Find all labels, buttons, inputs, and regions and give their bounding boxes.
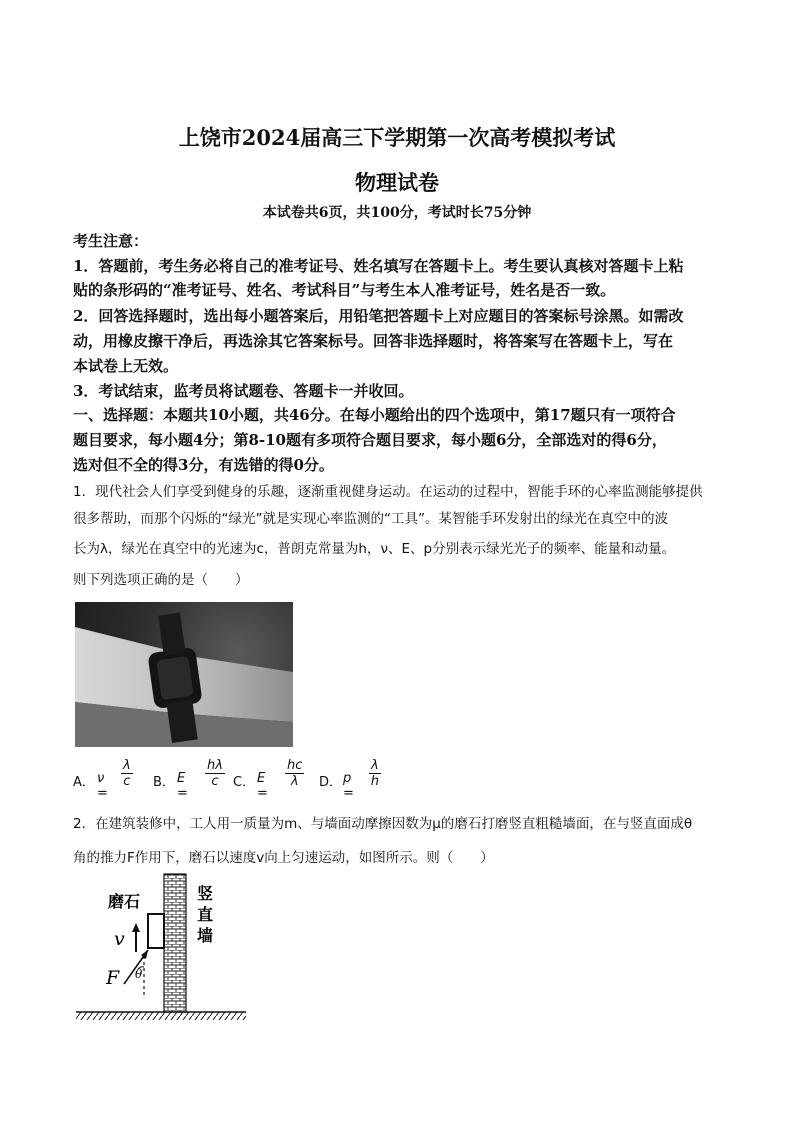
theta-label: θ	[135, 967, 143, 981]
notice-line: 贴的条形码的“准考证号、姓名、考试科目”与考生本人准考证号，姓名是否一致。	[73, 281, 616, 299]
f-label: F	[106, 967, 120, 989]
section-line: 一、选择题：本题共10小题，共46分。在每小题给出的四个选项中，第17题只有一项符合	[73, 406, 676, 424]
q1-line: 则下列选项正确的是（ ）	[73, 572, 249, 588]
v-label: v	[114, 928, 125, 950]
q1-line: 长为λ，绿光在真空中的光速为c，普朗克常量为h，ν、E、p分别表示绿光光子的频率、能量和动量。	[73, 541, 676, 557]
subject-title: 物理试卷	[355, 170, 439, 195]
section-line: 题目要求，每小题4分；第8-10题有多项符合题目要求，每小题6分，全部选对的得6分，	[73, 431, 667, 449]
exam-info: 本试卷共6页，共100分，考试时长75分钟	[262, 205, 532, 221]
q1-line: 1．现代社会人们享受到健身的乐趣，逐渐重视健身运动。在运动的过程中，智能手环的心率监测能够提供	[73, 484, 703, 500]
q2-line: 2．在建筑装修中，工人用一质量为m、与墙面动摩擦因数为μ的磨石打磨竖直粗糙墙面，在与竖直面成θ	[73, 816, 693, 832]
q1-line: 很多帮助，而那个闪烁的“绿光”就是实现心率监测的“工具”。某智能手环发射出的绿光在真空中的波	[73, 511, 668, 527]
notice-line: 2．回答选择题时，选出每小题答案后，用铅笔把答题卡上对应题目的答案标号涂黑。如需改	[73, 307, 684, 325]
notice-line: 本试卷上无效。	[73, 357, 179, 375]
wall-bricks	[164, 874, 186, 1012]
wall-label-2: 直	[197, 905, 214, 924]
stone-block	[148, 914, 164, 948]
notice-heading: 考生注意：	[73, 232, 149, 250]
fraction: $\frac{hc}{\lambda}$	[287, 758, 303, 789]
section-line: 选对但不全的得3分，有选错的得0分。	[73, 456, 334, 474]
notice-line: 1．答题前，考生务必将自己的准考证号、姓名填写在答题卡上。考生要认真核对答题卡上粘	[73, 257, 684, 275]
velocity-arrowhead	[132, 923, 140, 932]
ground-hatch	[76, 1012, 246, 1020]
fraction: $\frac{\lambda}{h}$	[370, 758, 379, 789]
stone-label: 磨石	[108, 892, 141, 911]
fraction: $\frac{h\lambda}{c}$	[207, 758, 223, 789]
notice-line: 3．考试结束，监考员将试题卷、答题卡一并收回。	[73, 382, 414, 400]
q2-line: 角的推力F作用下，磨石以速度v向上匀速运动，如图所示。则（ ）	[73, 850, 494, 866]
q1-options: A． ν = $\frac{\lambda}{c}$ B． E = $\frac{h\lambda}{c}$ C． E = $\frac{hc}{\lambda}$ D． p = $\frac{\lambda}{h}$	[73, 758, 379, 801]
wall-diagram	[72, 872, 272, 1022]
wall-label-1: 竖	[197, 884, 214, 903]
exam-title: 上饶市2024届高三下学期第一次高考模拟考试	[178, 125, 616, 150]
fraction: $\frac{\lambda}{c}$	[123, 758, 131, 789]
wall-label-3: 墙	[197, 926, 214, 945]
notice-line: 动，用橡皮擦干净后，再选涂其它答案标号。回答非选择题时，将答案写在答题卡上，写在	[73, 332, 674, 350]
smartwatch-photo	[75, 602, 293, 747]
